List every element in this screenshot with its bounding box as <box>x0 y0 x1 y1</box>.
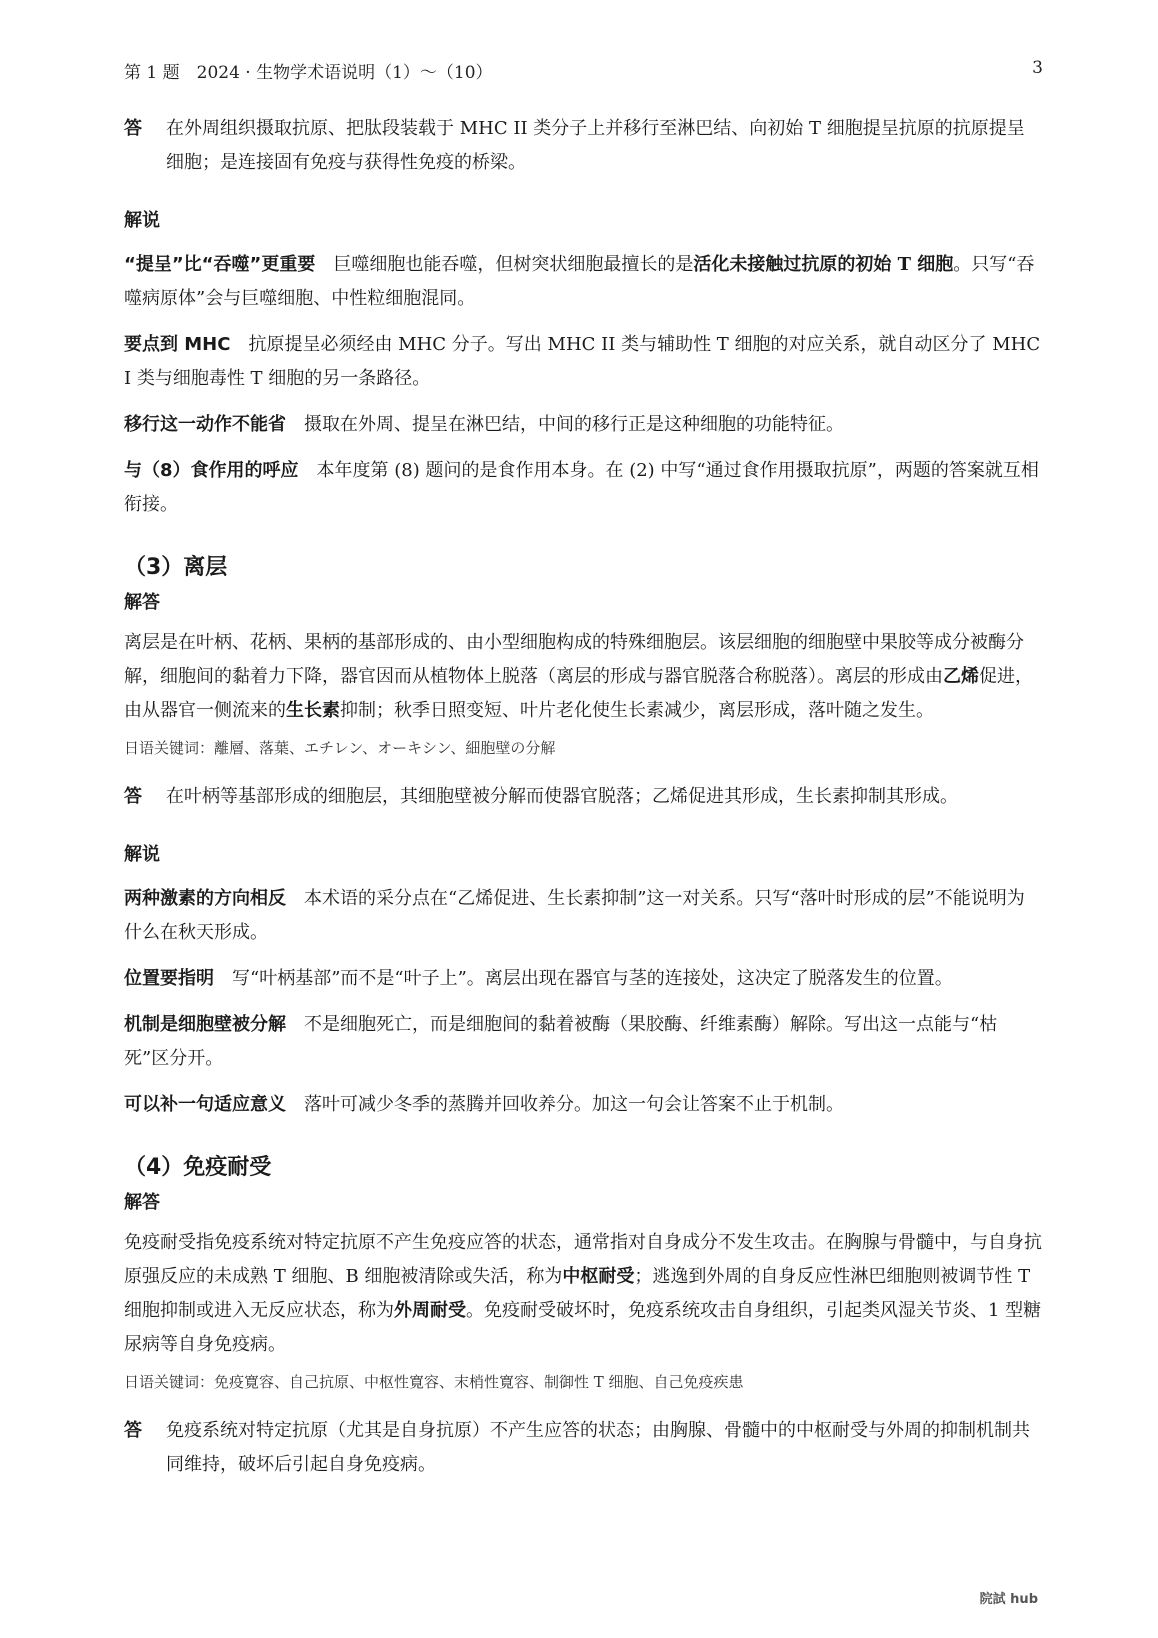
point-lead: 机制是细胞壁被分解 <box>124 1014 286 1035</box>
point-emphasis: 活化未接触过抗原的初始 T 细胞 <box>693 254 954 275</box>
point-lead: 与（8）食作用的呼应 <box>124 460 299 481</box>
point-text: 巨噬细胞也能吞噬，但树突状细胞最擅长的是 <box>333 254 694 275</box>
explain-heading: 解说 <box>124 210 160 231</box>
answer-heading: 解答 <box>124 592 160 613</box>
point-text: 不是细胞死亡，而是细胞间的黏着被酶（果胶酶、纤维素酶）解除。写出这一点能与“枯死”区分开。 <box>124 1014 998 1069</box>
header-title: 第 1 题 2024 · 生物学术语说明（1）～（10） <box>124 63 493 83</box>
running-header <box>124 58 1043 83</box>
point-lead: 要点到 MHC <box>124 334 231 355</box>
paragraph-text: 促进，由从器官一侧流来的 <box>124 666 1033 721</box>
paragraph-text: ；逃逸到外周的自身反应性淋巴细胞则被调节性 T 细胞抑制或进入无反应状态，称为 <box>124 1266 1031 1321</box>
section-title: （3）离层 <box>124 555 228 580</box>
keywords-line: 日语关键词：離層、落葉、エチレン、オーキシン、細胞壁の分解 <box>124 739 556 757</box>
footer-brand: 院試 hub <box>979 1592 1038 1607</box>
answer-mark: 答 <box>124 118 142 139</box>
explain-point <box>124 328 1042 396</box>
answer-text: 在外周组织摄取抗原、把肽段装载于 MHC II 类分子上并移行至淋巴结、向初始 T 细胞提呈抗原的抗原提呈细胞；是连接固有免疫与获得性免疫的桥梁。 <box>166 118 1025 173</box>
point-text: 本年度第 (8) 题问的是食作用本身。在 (2) 中写“通过食作用摄取抗原”，两题的答案就互相衔接。 <box>124 460 1039 515</box>
point-lead: 两种激素的方向相反 <box>124 888 286 909</box>
emphasis-term: 外周耐受 <box>394 1300 466 1321</box>
paragraph-text: 。免疫耐受破坏时，免疫系统攻击自身组织，引起类风湿关节炎、1 型糖尿病等自身免疫病。 <box>124 1300 1042 1355</box>
explain-point <box>124 882 1042 950</box>
paragraph-text: 离层是在叶柄、花柄、果柄的基部形成的、由小型细胞构成的特殊细胞层。该层细胞的细胞壁中果胶等成分被酶分解，细胞间的黏着力下降，器官因而从植物体上脱落（离层的形成与器官脱落合称脱落）。离层的形成由 <box>124 632 1024 687</box>
answer-text: 在叶柄等基部形成的细胞层，其细胞壁被分解而使器官脱落；乙烯促进其形成，生长素抑制其形成。 <box>166 786 958 807</box>
explain-point <box>124 1088 1042 1122</box>
answer-mark: 答 <box>124 1420 142 1441</box>
emphasis-term: 中枢耐受 <box>562 1266 635 1287</box>
explain-heading: 解说 <box>124 844 160 865</box>
point-text: 抗原提呈必须经由 MHC 分子。写出 MHC II 类与辅助性 T 细胞的对应关系，就自动区分了 MHC I 类与细胞毒性 T 细胞的另一条路径。 <box>124 334 1041 389</box>
answer-block <box>124 780 1042 814</box>
explain-point <box>124 408 1042 442</box>
point-text: 摄取在外周、提呈在淋巴结，中间的移行正是这种细胞的功能特征。 <box>304 414 844 435</box>
explain-point <box>124 1008 1042 1076</box>
keywords-line: 日语关键词：免疫寛容、自己抗原、中枢性寛容、末梢性寛容、制御性 T 细胞、自己免疫疾患 <box>124 1373 744 1391</box>
explain-point <box>124 454 1042 522</box>
point-text: 写“叶柄基部”而不是“叶子上”。离层出现在器官与茎的连接处，这决定了脱落发生的位置。 <box>232 968 953 989</box>
answer-block <box>124 112 1042 180</box>
emphasis-term: 乙烯 <box>943 666 979 687</box>
explain-point <box>124 248 1042 316</box>
main-content <box>124 112 1042 1482</box>
point-lead: 位置要指明 <box>124 968 214 989</box>
emphasis-term: 生长素 <box>286 700 340 721</box>
point-lead: 移行这一动作不能省 <box>124 414 286 435</box>
point-text: 本术语的采分点在“乙烯促进、生长素抑制”这一对关系。只写“落叶时形成的层”不能说明为什么在秋天形成。 <box>124 888 1025 943</box>
answer-paragraph <box>124 1226 1042 1362</box>
point-text: 。只写“吞噬病原体”会与巨噬细胞、中性粒细胞混同。 <box>124 254 1035 309</box>
section-title: （4）免疫耐受 <box>124 1155 272 1180</box>
answer-heading: 解答 <box>124 1192 160 1213</box>
point-lead: “提呈”比“吞噬”更重要 <box>124 254 316 275</box>
explain-point <box>124 962 1042 996</box>
answer-paragraph <box>124 626 1042 728</box>
paragraph-text: 抑制；秋季日照变短、叶片老化使生长素减少，离层形成，落叶随之发生。 <box>340 700 934 721</box>
answer-mark: 答 <box>124 786 142 807</box>
point-lead: 可以补一句适应意义 <box>124 1094 286 1115</box>
point-text: 落叶可减少冬季的蒸腾并回收养分。加这一句会让答案不止于机制。 <box>304 1094 844 1115</box>
page-number: 3 <box>1032 58 1043 78</box>
answer-block <box>124 1414 1042 1482</box>
answer-text: 免疫系统对特定抗原（尤其是自身抗原）不产生应答的状态；由胸腺、骨髓中的中枢耐受与外周的抑制机制共同维持，破坏后引起自身免疫病。 <box>166 1420 1030 1475</box>
paragraph-text: 免疫耐受指免疫系统对特定抗原不产生免疫应答的状态，通常指对自身成分不发生攻击。在胸腺与骨髓中，与自身抗原强反应的未成熟 T 细胞、B 细胞被清除或失活，称为 <box>124 1232 1042 1287</box>
